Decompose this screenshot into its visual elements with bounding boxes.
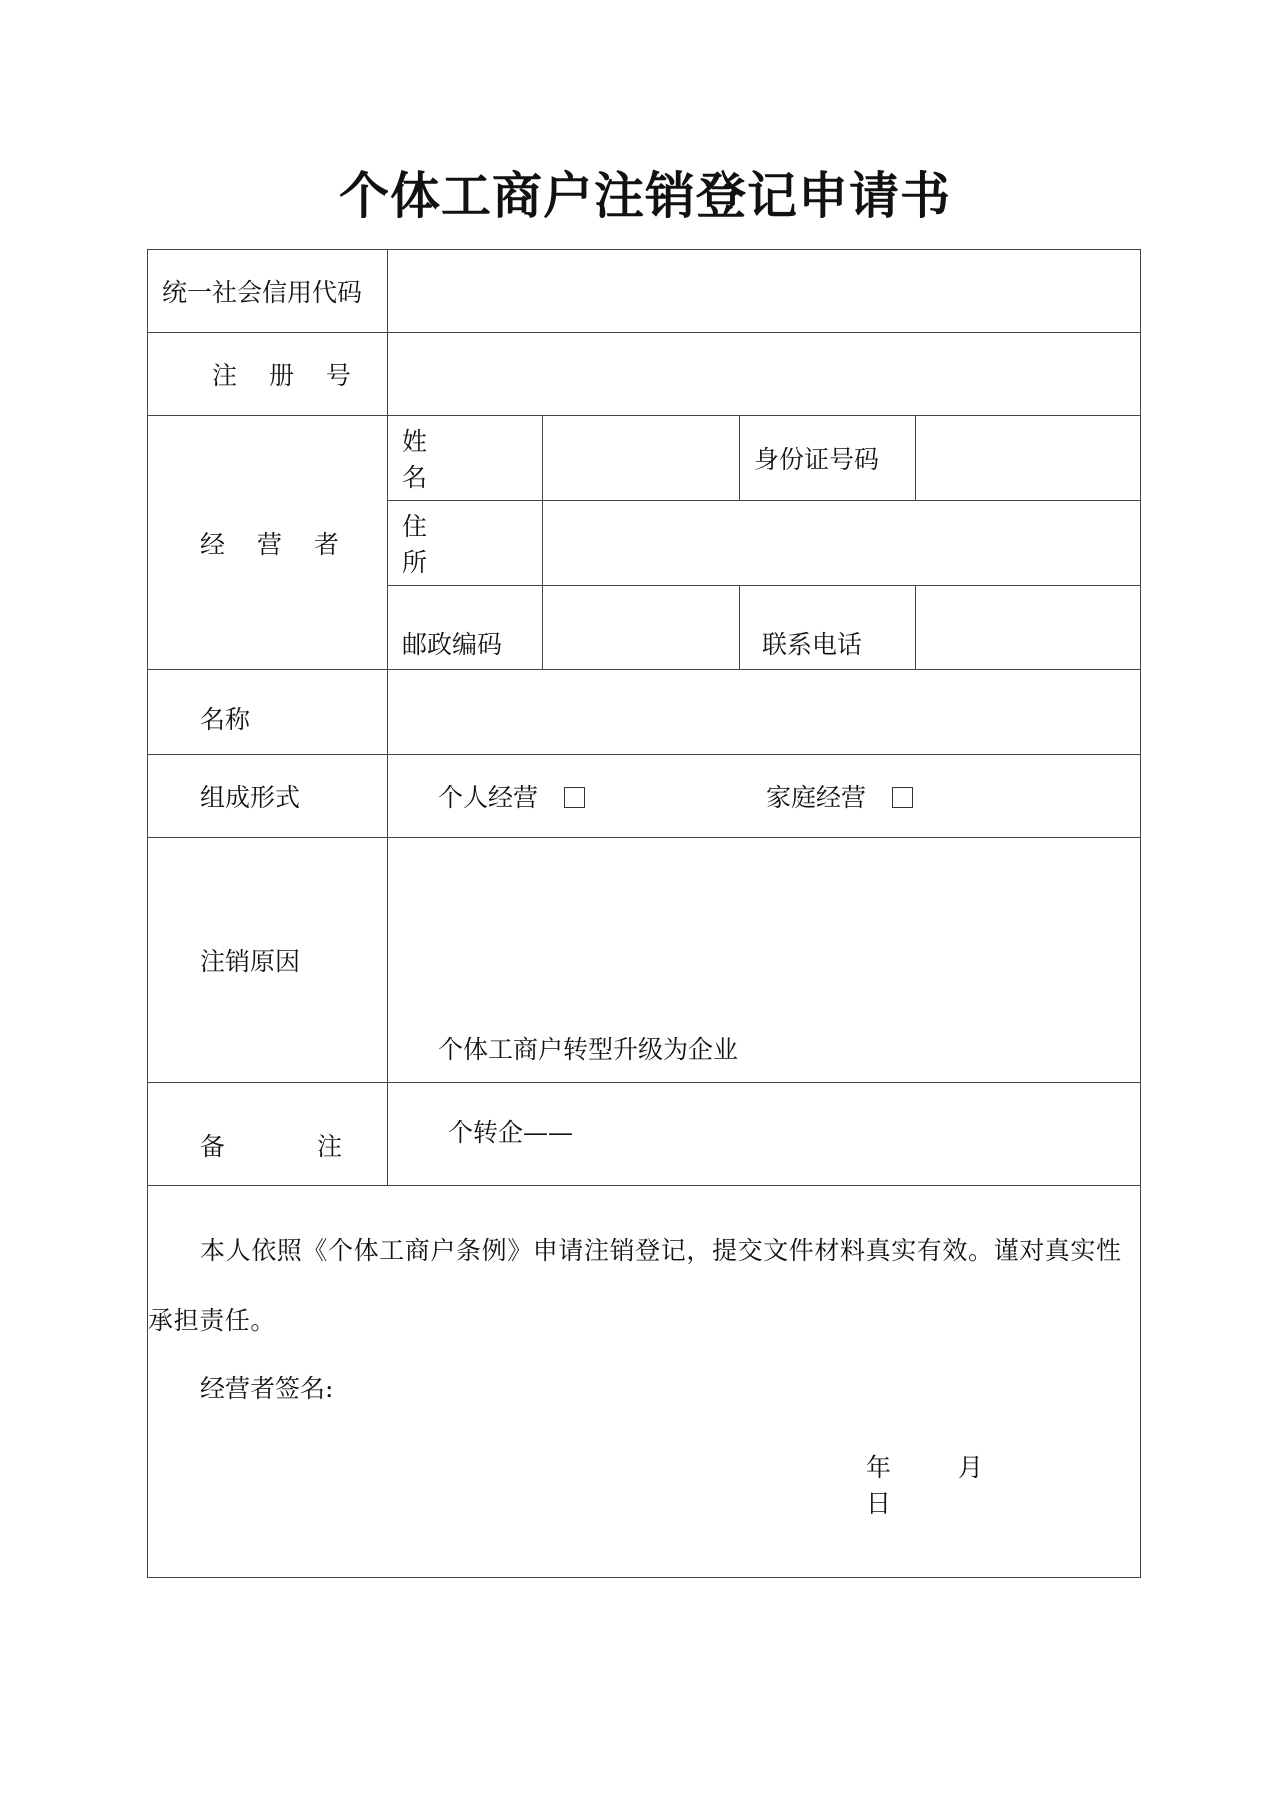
credit-code-value-cell[interactable] [388, 250, 1141, 333]
phone-label-cell [740, 586, 916, 670]
postcode-label-cell [388, 586, 543, 670]
remark-label-cell [148, 1083, 388, 1186]
phone-value-cell[interactable] [916, 586, 1141, 670]
signature-label: 经营者签名: [200, 1374, 334, 1403]
form-label-cell [148, 755, 388, 838]
name-label: 姓 名 [402, 427, 478, 492]
reg-no-label: 注 册 号 [212, 361, 363, 390]
address-label: 住 所 [402, 512, 478, 577]
address-label-cell [388, 501, 543, 586]
business-name-label: 名称 [200, 705, 251, 734]
form-option-individual[interactable] [438, 778, 585, 814]
name-value-cell[interactable] [543, 416, 740, 501]
date-row [866, 1448, 1140, 1520]
form-option-family[interactable] [766, 778, 913, 814]
postcode-label: 邮政编码 [402, 629, 503, 659]
form-option-individual-label: 个人经营 [438, 783, 539, 812]
date-year: 年 [866, 1453, 892, 1482]
reg-no-value-cell[interactable] [388, 333, 1141, 416]
application-form [147, 249, 1141, 1578]
postcode-value-cell[interactable] [543, 586, 740, 670]
address-value-cell[interactable] [543, 501, 1141, 586]
id-label-cell [740, 416, 916, 501]
declaration-cell [148, 1186, 1141, 1578]
checkbox-family[interactable] [892, 787, 913, 808]
declaration-text: 本人依照《个体工商户条例》申请注销登记，提交文件材料真实有效。谨对真实性承担责任。 [148, 1236, 1122, 1335]
credit-code-label: 统一社会信用代码 [162, 278, 363, 307]
remark-value-cell[interactable] [388, 1083, 1141, 1186]
form-options-cell [388, 755, 1141, 838]
reason-value: 个体工商户转型升级为企业 [438, 1035, 739, 1064]
id-value-cell[interactable] [916, 416, 1141, 501]
reason-label: 注销原因 [200, 947, 301, 976]
operator-label: 经 营 者 [200, 529, 351, 559]
reg-no-label-cell [148, 333, 388, 416]
operator-label-cell [148, 416, 388, 670]
reason-label-cell [148, 838, 388, 1083]
form-option-family-label: 家庭经营 [766, 783, 867, 812]
name-label-cell [388, 416, 543, 501]
business-name-label-cell [148, 670, 388, 755]
credit-code-label-cell [148, 250, 388, 333]
remark-label: 备 注 [200, 1132, 384, 1161]
date-month: 月 [958, 1453, 984, 1482]
id-label: 身份证号码 [754, 445, 880, 474]
phone-label: 联系电话 [762, 629, 863, 659]
checkbox-individual[interactable] [564, 787, 585, 808]
remark-value: 个转企—— [448, 1118, 574, 1147]
business-name-value-cell[interactable] [388, 670, 1141, 755]
date-day: 日 [866, 1489, 892, 1518]
form-label: 组成形式 [200, 783, 301, 812]
page-title: 个体工商户注销登记申请书 [339, 166, 951, 225]
reason-value-cell[interactable] [388, 838, 1141, 1083]
